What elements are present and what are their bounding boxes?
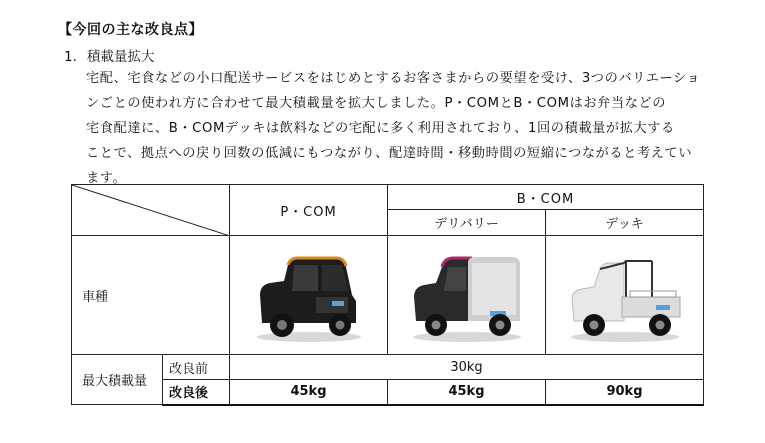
paragraph-line: ます。	[86, 171, 127, 186]
after-value-delivery: 45kg	[388, 380, 546, 405]
diagonal-line	[72, 185, 230, 236]
before-label: 改良前	[163, 355, 230, 380]
spec-table	[71, 184, 704, 406]
deck-car-image	[560, 245, 690, 345]
diagonal-header-cell	[72, 185, 230, 236]
paragraph-line: 宅配、宅食などの小口配送サービスをはじめとするお客さまからの要望を受け、3つのバリエーショ	[86, 71, 701, 86]
pcom-car-image	[244, 245, 374, 345]
col-bcom-header: B・COM	[388, 185, 704, 210]
col-pcom-header: P・COM	[230, 185, 388, 236]
delivery-image-cell	[388, 236, 546, 355]
after-label: 改良後	[163, 380, 230, 405]
item-number: 1.	[64, 49, 77, 65]
section-heading: 【今回の主な改良点】	[58, 22, 203, 38]
paragraph-line: ンごとの使われ方に合わせて最大積載量を拡大しました。P・COMとB・COMはお弁当などの	[86, 96, 667, 111]
after-value-pcom: 45kg	[230, 380, 388, 405]
item-heading	[64, 45, 154, 65]
description-paragraph	[86, 66, 716, 191]
before-value: 30kg	[230, 355, 704, 380]
delivery-car-image	[402, 245, 532, 345]
item-title: 積載量拡大	[86, 49, 155, 65]
row-label-vehicle: 車種	[72, 236, 230, 355]
sub-header-delivery: デリバリー	[388, 210, 546, 236]
paragraph-line: 宅食配達に、B・COMデッキは飲料などの宅配に多く利用されており、1回の積載量が拡大する	[86, 121, 675, 136]
pcom-image-cell	[230, 236, 388, 355]
paragraph-line: ことで、拠点への戻り回数の低減にもつながり、配達時間・移動時間の短縮につながると考えてい	[86, 146, 693, 161]
deck-image-cell	[546, 236, 704, 355]
row-label-max-load: 最大積載量	[72, 355, 163, 405]
after-value-deck: 90kg	[546, 380, 704, 405]
sub-header-deck: デッキ	[546, 210, 704, 236]
